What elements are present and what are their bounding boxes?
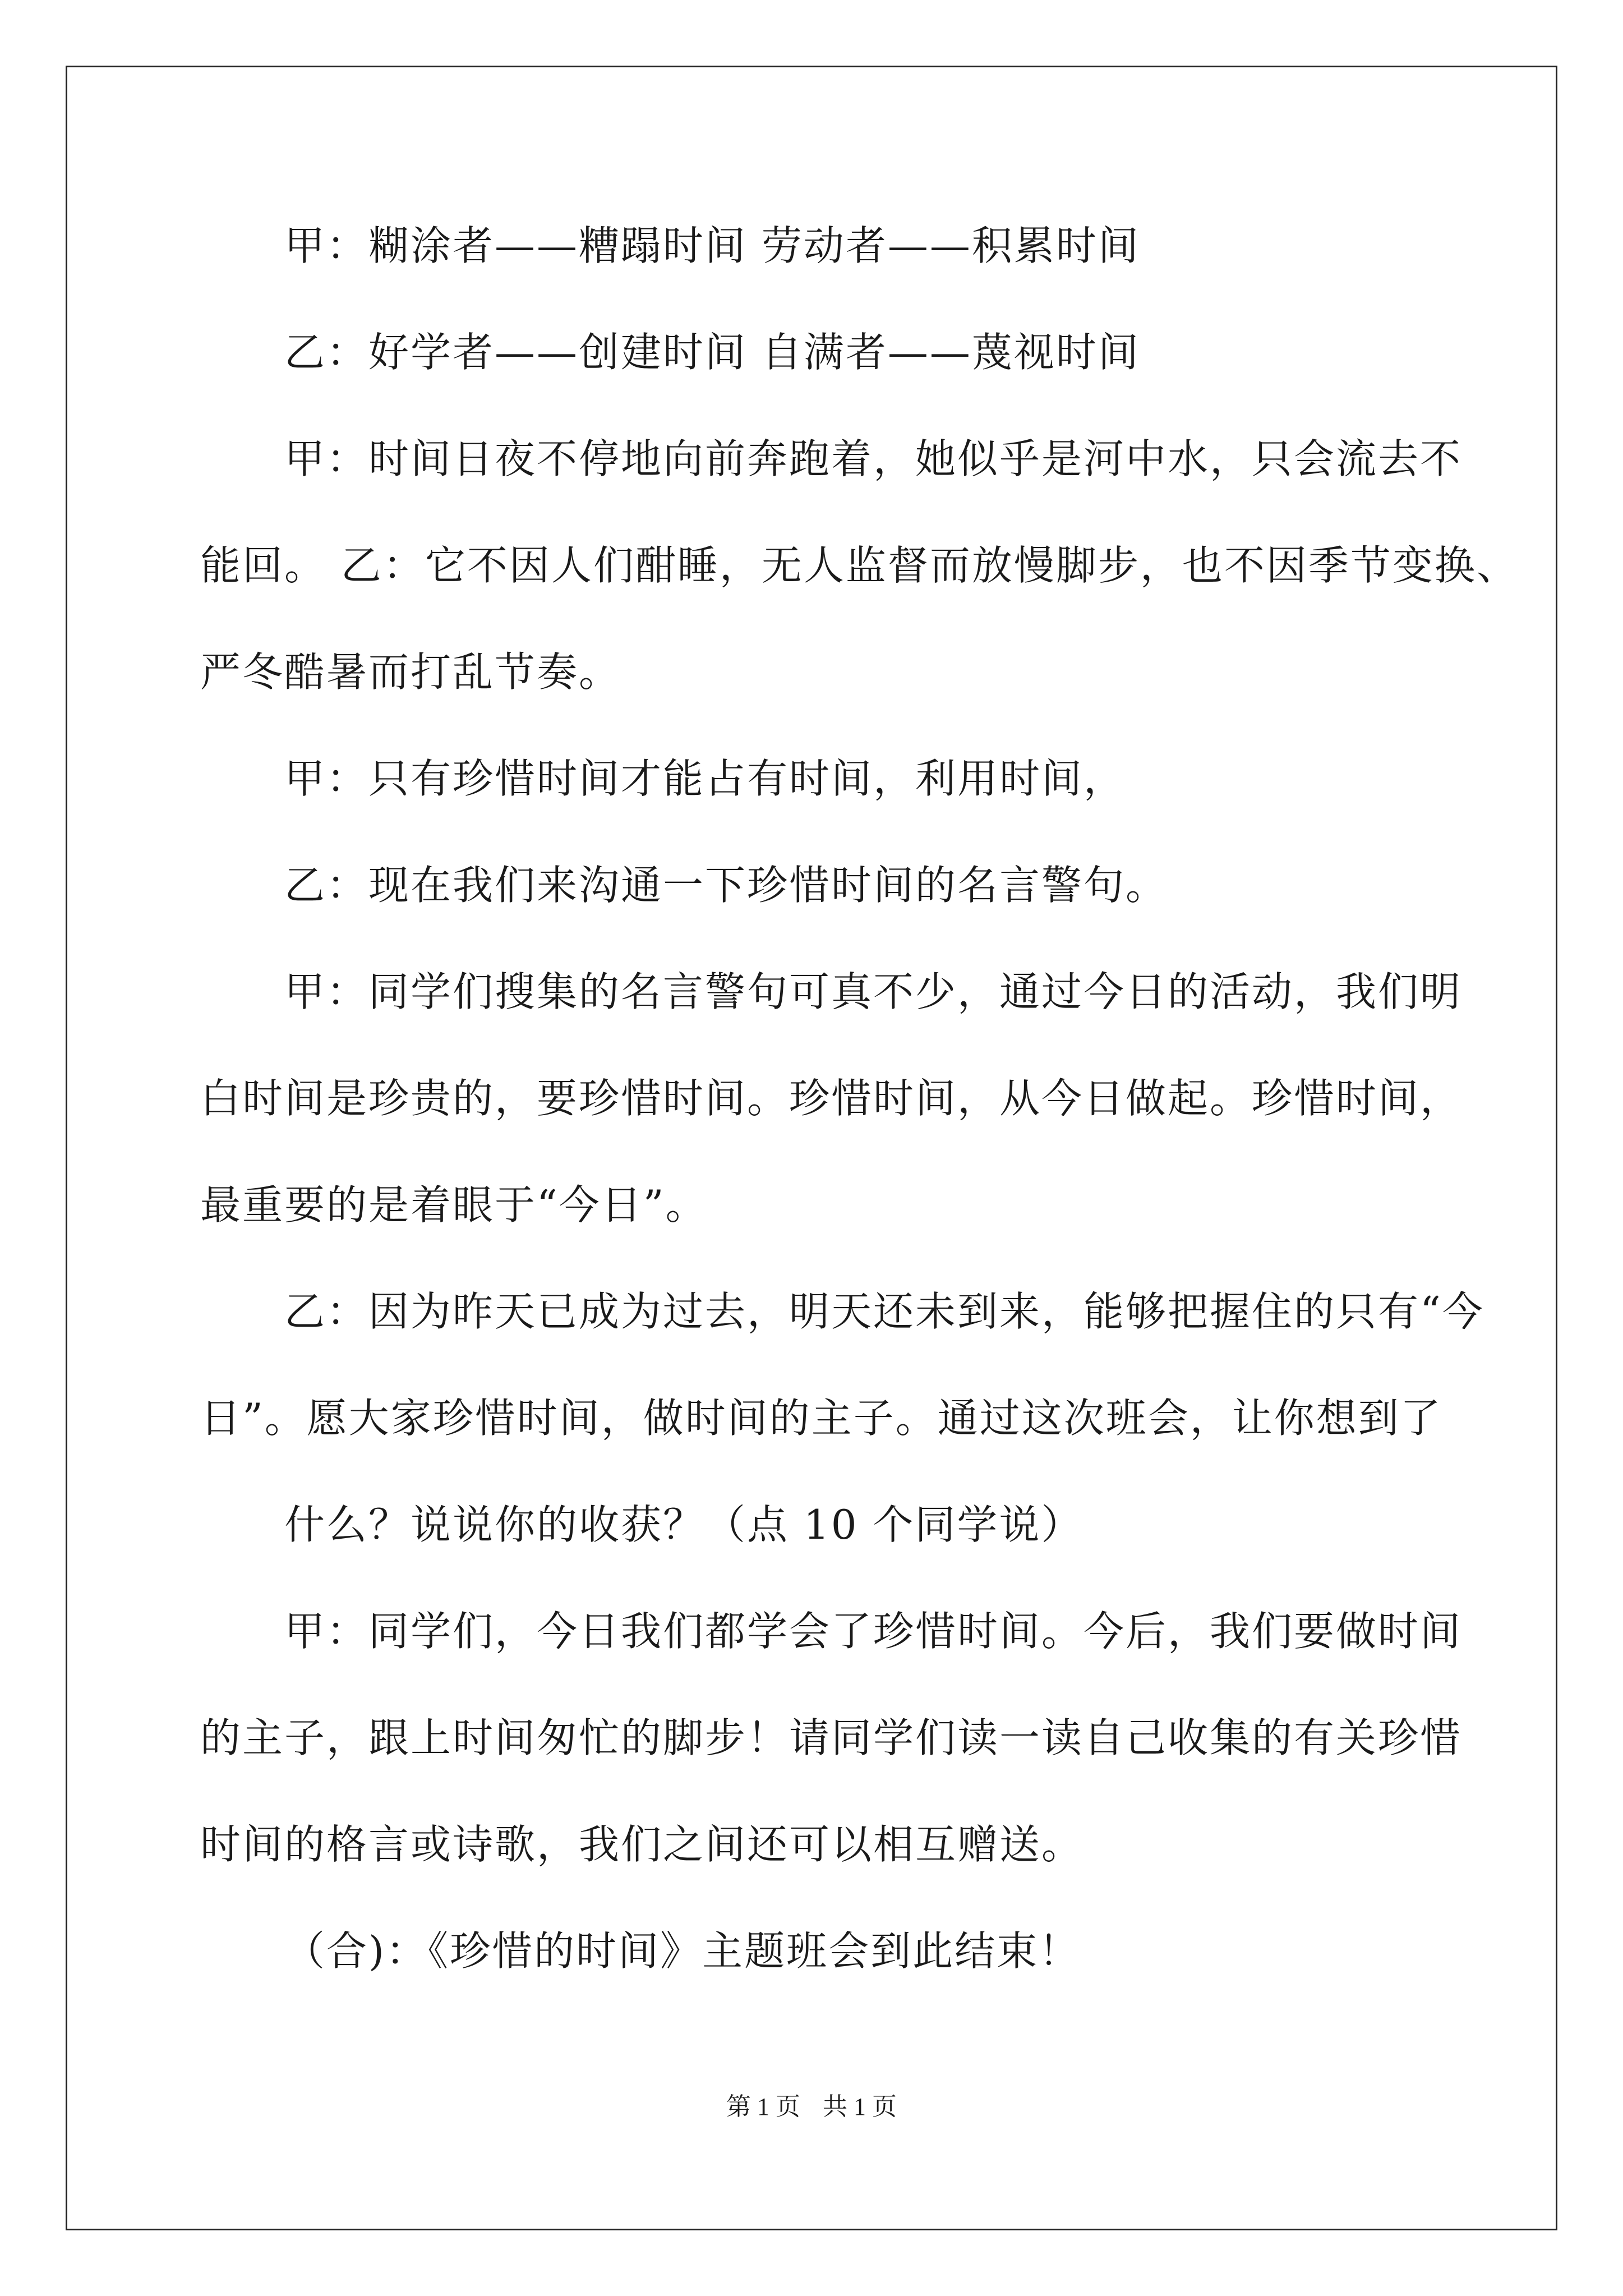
paragraph-line-6: 甲：只有珍惜时间才能占有时间，利用时间， [284, 755, 1126, 802]
paragraph-line-13: 什么？说说你的收获？（点 10 个同学说） [284, 1501, 1083, 1548]
paragraph-line-14: 甲：同学们，今日我们都学会了珍惜时间。今后，我们要做时间 [284, 1608, 1463, 1655]
page-number-total: 共 1 页 [823, 2093, 897, 2120]
paragraph-line-3: 甲：时间日夜不停地向前奔跑着，她似乎是河中水，只会流去不 [284, 435, 1463, 482]
paragraph-line-9: 白时间是珍贵的，要珍惜时间。珍惜时间，从今日做起。珍惜时间， [200, 1075, 1463, 1122]
paragraph-line-10: 最重要的是着眼于“今日”。 [200, 1181, 708, 1228]
paragraph-line-12: 日”。愿大家珍惜时间，做时间的主子。通过这次班会，让你想到了 [200, 1395, 1442, 1442]
paragraph-line-15: 的主子，跟上时间匆忙的脚步！请同学们读一读自己收集的有关珍惜 [200, 1714, 1463, 1761]
paragraph-line-1: 甲：糊涂者——糟蹋时间 劳动者——积累时间 [284, 222, 1140, 269]
paragraph-line-2: 乙：好学者——创建时间 自满者——蔑视时间 [284, 329, 1140, 376]
paragraph-line-16: 时间的格言或诗歌，我们之间还可以相互赠送。 [200, 1821, 1084, 1868]
paragraph-line-8: 甲：同学们搜集的名言警句可真不少，通过今日的活动，我们明 [284, 968, 1463, 1015]
paragraph-line-17: （合)：《珍惜的时间》主题班会到此结束！ [284, 1927, 1081, 1975]
paragraph-line-5: 严冬酷暑而打乱节奏。 [200, 648, 621, 696]
paragraph-line-4: 能回。 乙：它不因人们酣睡，无人监督而放慢脚步，也不因季节变换、 [200, 542, 1519, 589]
paragraph-line-11: 乙：因为昨天已成为过去，明天还未到来，能够把握住的只有“今 [284, 1288, 1484, 1335]
page-number-current: 第 1 页 [726, 2093, 800, 2120]
page-footer [0, 2090, 1623, 2124]
page-border [66, 66, 1557, 2230]
paragraph-line-7: 乙：现在我们来沟通一下珍惜时间的名言警句。 [284, 862, 1168, 909]
